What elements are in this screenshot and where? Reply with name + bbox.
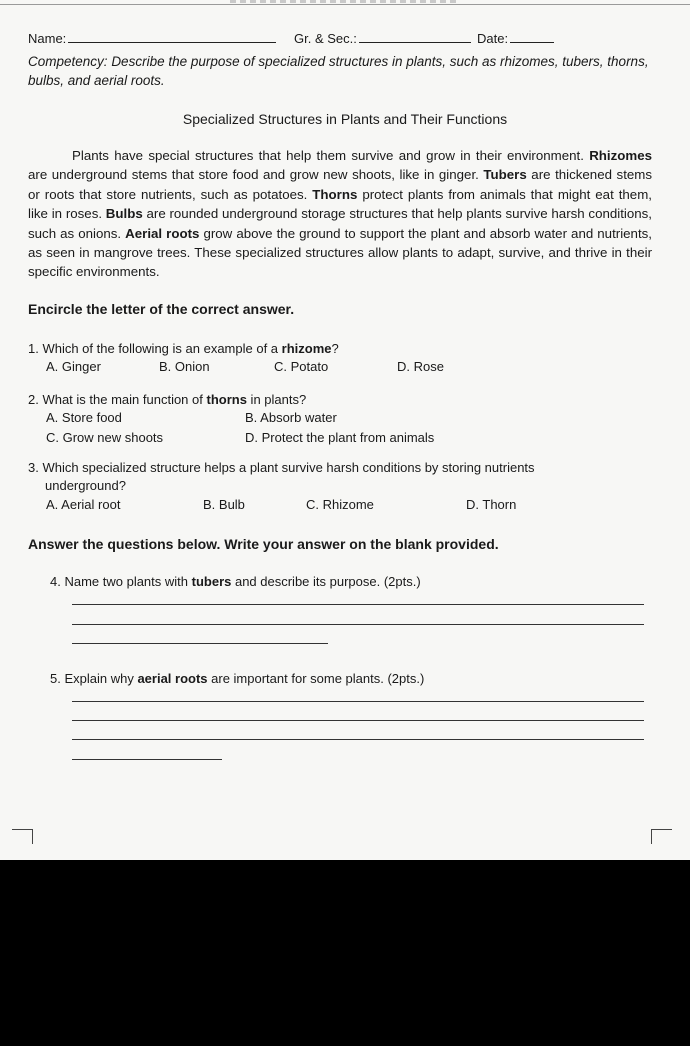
- question-4: 4. Name two plants with tubers and describe its purpose. (2pts.): [50, 574, 421, 589]
- grade-section-field[interactable]: [294, 30, 471, 46]
- reading-passage: Plants have special structures that help them survive and grow in their environment. Rhizomes are underground stems that store food and grow new shoots, like in ginger. Tubers are thickened stems or roots that store nutrients, such as potatoes. Thorns protect plants from animals that might eat them, like in roses. Bulbs are rounded underground storage structures that help plants survive harsh conditions, such as onions. Aerial roots grow above the ground to support the plant and absorb water and nutrients, as seen in mangrove trees. These specialized structures allow plants to adapt, survive, and thrive in their specific environments.: [28, 148, 653, 280]
- instructions-multiple-choice: Encircle the letter of the correct answer.: [28, 301, 295, 317]
- q1-option-b[interactable]: B. Onion: [159, 359, 210, 374]
- term-tubers: Tubers: [483, 167, 527, 183]
- term-bulbs: Bulbs: [105, 206, 143, 222]
- q3-option-b[interactable]: B. Bulb: [203, 497, 245, 512]
- passage-title: Specialized Structures in Plants and Their Functions: [182, 111, 508, 127]
- q4-answer-line-2[interactable]: [72, 624, 644, 625]
- name-field[interactable]: [28, 30, 276, 46]
- instructions-open-ended: Answer the questions below. Write your answer on the blank provided.: [28, 536, 499, 552]
- question-5: 5. Explain why aerial roots are important for some plants. (2pts.): [50, 671, 425, 686]
- q1-option-d[interactable]: D. Rose: [397, 359, 444, 374]
- term-rhizomes: Rhizomes: [589, 148, 652, 163]
- q3-option-c[interactable]: C. Rhizome: [306, 497, 374, 512]
- q5-answer-line-1[interactable]: [72, 701, 644, 702]
- grade-section-blank[interactable]: [359, 30, 471, 43]
- q1-option-c[interactable]: C. Potato: [274, 359, 329, 374]
- question-1: 1. Which of the following is an example of a rhizome?: [28, 341, 339, 356]
- date-blank[interactable]: [510, 30, 554, 43]
- name-blank[interactable]: [68, 30, 276, 43]
- name-label: Name:: [28, 31, 67, 46]
- competency-text: Describe the purpose of specialized structures in plants, such as rhizomes, tubers, thorns, bulbs, and aerial roots.: [28, 54, 649, 88]
- q2-option-b[interactable]: B. Absorb water: [245, 410, 337, 425]
- q5-answer-line-3[interactable]: [72, 739, 644, 740]
- term-thorns: Thorns: [312, 186, 358, 202]
- top-rule: [0, 4, 690, 5]
- grade-section-label: Gr. & Sec.:: [294, 31, 357, 46]
- q2-option-c[interactable]: C. Grow new shoots: [46, 430, 164, 445]
- date-label: Date:: [477, 31, 509, 46]
- question-2: 2. What is the main function of thorns in plants?: [28, 392, 307, 407]
- q1-option-a[interactable]: A. Ginger: [46, 359, 101, 374]
- term-aerial-roots: Aerial roots: [125, 225, 200, 241]
- competency-label: Competency:: [28, 54, 108, 69]
- faded-header-text: [230, 0, 460, 3]
- black-bottom-area: [0, 860, 690, 1046]
- question-3: 3. Which specialized structure helps a plant survive harsh conditions by storing nutrients underground?: [28, 460, 535, 493]
- q4-answer-line-3[interactable]: [72, 643, 328, 644]
- date-field[interactable]: [477, 30, 554, 46]
- crop-mark-right: [651, 829, 672, 844]
- q3-option-a[interactable]: A. Aerial root: [46, 497, 121, 512]
- q5-answer-line-4[interactable]: [72, 759, 222, 760]
- q2-option-d[interactable]: D. Protect the plant from animals: [245, 430, 435, 445]
- competency-statement: [28, 52, 658, 90]
- q2-option-a[interactable]: A. Store food: [46, 410, 122, 425]
- q5-answer-line-2[interactable]: [72, 720, 644, 721]
- q4-answer-line-1[interactable]: [72, 604, 644, 605]
- q3-option-d[interactable]: D. Thorn: [466, 497, 517, 512]
- crop-mark-left: [12, 829, 33, 844]
